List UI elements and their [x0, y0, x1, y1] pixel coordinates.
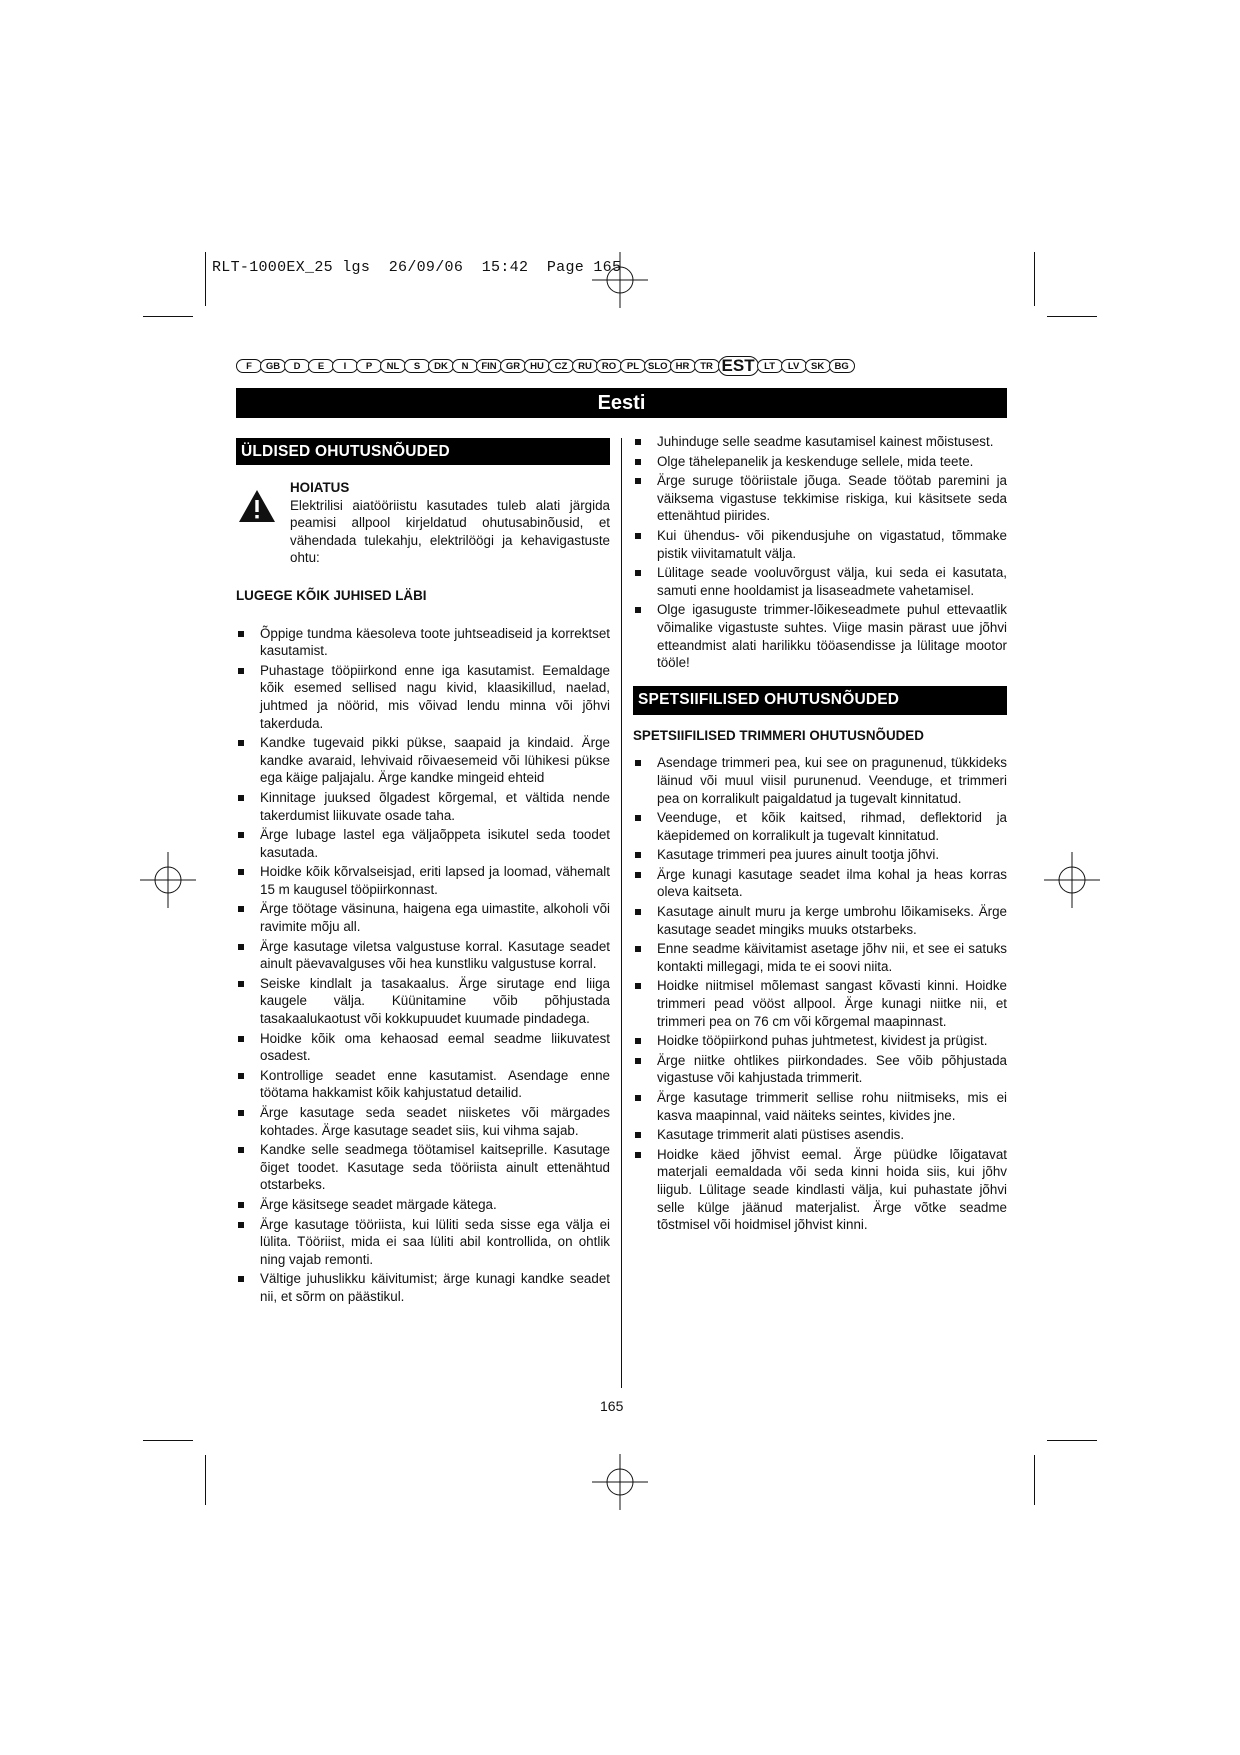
bullet-square-icon — [635, 909, 641, 915]
list-item — [633, 433, 1007, 451]
left-safety-list — [236, 625, 610, 1306]
list-item-text: Ärge käsitsege seadet märgade kätega. — [260, 1196, 497, 1212]
list-item — [236, 734, 610, 787]
subheading-trimmer-safety: SPETSIIFILISED TRIMMERI OHUTUSNÕUDED — [633, 727, 924, 743]
list-item-text: Ärge lubage lastel ega väljaõppeta isikutel seda toodet kasutada. — [260, 827, 610, 860]
list-item — [236, 1030, 610, 1065]
list-item-text: Kasutage trimmeri pea juures ainult tootja jõhvi. — [657, 847, 940, 863]
language-tab-est: EST — [718, 356, 759, 376]
language-tab-ru: RU — [572, 359, 598, 373]
language-tab-n: N — [452, 359, 478, 373]
list-item-text: Seiske kindlalt ja tasakaalus. Ärge sirutage end liiga kaugele välja. Küünitamine võib põhjustada tasakaalukaotust või kokkupuudet kuumade pindadega. — [260, 975, 610, 1027]
list-item — [236, 1270, 610, 1305]
list-item-text: Kontrollige seadet enne kasutamist. Asendage enne töötama hakkamist kõik kahjustatud detailid. — [260, 1067, 610, 1101]
bullet-square-icon — [635, 1038, 641, 1044]
trimmer-safety-list — [633, 754, 1007, 1233]
language-tab-hu: HU — [524, 359, 550, 373]
list-item-text: Asendage trimmeri pea, kui see on pragunenud, tükkideks läinud või muul viisil purunenud. Veenduge, et trimmeri pea on korralikult paigaldatud ja tugevalt kinnitatud. — [657, 755, 1007, 806]
bullet-square-icon — [635, 478, 641, 484]
list-item — [236, 900, 610, 935]
warning-title: HOIATUS — [290, 480, 350, 495]
list-item — [633, 453, 1007, 471]
bullet-square-icon — [238, 1110, 244, 1116]
list-item-text: Õppige tundma käesoleva toote juhtseadiseid ja korrektset kasutamist. — [260, 625, 610, 659]
right-column — [633, 433, 1007, 1236]
list-item-text: Olge igasuguste trimmer-lõikeseadmete puhul ettevaatlik võimalike vigastuste suhtes. Viige masin pärast uue jõhvi etteandmist alati harilikku tööasendisse ja lülitage mootor tööle! — [657, 602, 1007, 671]
subheading-read-all: LUGEGE KÕIK JUHISED LÄBI — [236, 587, 427, 603]
bullet-square-icon — [238, 906, 244, 912]
list-item — [633, 846, 1007, 864]
language-tab-cz: CZ — [548, 359, 574, 373]
bullet-square-icon — [635, 760, 641, 766]
language-tab-f: F — [236, 359, 262, 373]
list-item — [236, 662, 610, 732]
crop-mark-top-left-h — [143, 316, 193, 317]
bullet-square-icon — [238, 1073, 244, 1079]
language-tab-s: S — [404, 359, 430, 373]
list-item-text: Juhinduge selle seadme kasutamisel kainest mõistusest. — [657, 434, 994, 449]
bullet-square-icon — [238, 869, 244, 875]
list-item-text: Ärge suruge tööriistale jõuga. Seade töötab paremini ja väiksema vigastuse tekkimise riskiga, kui käsitsete seda ettenähtud piirides. — [657, 473, 1007, 524]
list-item-text: Hoidke kõik kõrvalseisjad, eriti lapsed ja loomad, vähemalt 15 m kaugusel tööpiirkonnast. — [260, 864, 610, 897]
list-item — [633, 564, 1007, 599]
list-item-text: Kandke selle seadmega töötamisel kaitseprille. Kasutage õiget toodet. Kasutage seda tööriista ainult ettenähtud otstarbeks. — [260, 1142, 610, 1193]
section-heading-specific-safety: SPETSIIFILISED OHUTUSNÕUDED — [633, 686, 1007, 715]
bullet-square-icon — [238, 832, 244, 838]
bullet-square-icon — [635, 1132, 641, 1138]
right-safety-list-top — [633, 433, 1007, 672]
list-item-text: Veenduge, et kõik kaitsed, rihmad, deflektorid ja käepidemed on korralikult ja tugevalt kinnitatud. — [657, 810, 1007, 843]
list-item — [633, 1126, 1007, 1144]
list-item-text: Hoidke käed jõhvist eemal. Ärge püüdke lõigatavat materjali eemaldada või seda kinni hoida siis, kui jõhv liigub. Lülitage seade kindlasti välja, kui puhastate jõhvi selle külge jäänud materjalist. Ärge võtke seadme tõstmisel või hoidmisel jõhvist kinni. — [657, 1146, 1007, 1233]
list-item-text: Ärge kasutage tööriista, kui lüliti seda sisse ega välja ei lülita. Tööriist, mida ei saa lüliti abil kontrollida, on ohtlik ning vajab remonti. — [260, 1216, 610, 1267]
list-item — [633, 1052, 1007, 1087]
list-item-text: Ärge töötage väsinuna, haigena ega uimastite, alkoholi või ravimite mõju all. — [260, 901, 610, 935]
language-tab-e: E — [308, 359, 334, 373]
language-tab-pl: PL — [620, 359, 646, 373]
registration-mark-bottom — [592, 1454, 648, 1510]
list-item — [236, 938, 610, 973]
list-item-text: Hoidke kõik oma kehaosad eemal seadme liikuvatest osadest. — [260, 1030, 610, 1064]
language-tab-tr: TR — [694, 359, 720, 373]
crop-mark-top-left-v — [205, 252, 206, 306]
page-title: Eesti — [236, 388, 1007, 418]
language-tab-sk: SK — [805, 359, 831, 373]
bullet-square-icon — [635, 872, 641, 878]
language-tab-gr: GR — [500, 359, 526, 373]
bullet-square-icon — [635, 570, 641, 576]
crop-mark-bottom-right-h — [1047, 1440, 1097, 1441]
bullet-square-icon — [238, 668, 244, 674]
list-item — [633, 903, 1007, 938]
registration-mark-right — [1044, 852, 1100, 908]
list-item — [633, 472, 1007, 525]
bullet-square-icon — [635, 852, 641, 858]
list-item — [633, 1089, 1007, 1124]
list-item — [633, 601, 1007, 671]
list-item-text: Enne seadme käivitamist asetage jõhv nii, et see ei satuks kontakti millegagi, mida te ei soovi niita. — [657, 941, 1007, 974]
language-tab-nl: NL — [380, 359, 406, 373]
bullet-square-icon — [635, 459, 641, 465]
list-item-text: Lülitage seade vooluvõrgust välja, kui seda ei kasutata, samuti enne hooldamist ja lisaseadmete vahetamisel. — [657, 565, 1007, 598]
list-item-text: Kandke tugevaid pikki pükse, saapaid ja kindaid. Ärge kandke avaraid, lehvivaid rõivaesemeid või lühikesi pükse ega käige paljajalu. Ärge kandke mingeid ehteid — [260, 735, 610, 786]
list-item-text: Vältige juhuslikku käivitumist; ärge kunagi kandke seadet nii, et sõrm on päästikul. — [260, 1271, 610, 1304]
crop-mark-bottom-right-v — [1034, 1455, 1035, 1505]
language-tab-fin: FIN — [476, 359, 502, 373]
bullet-square-icon — [238, 795, 244, 801]
bullet-square-icon — [635, 439, 641, 445]
list-item — [236, 975, 610, 1028]
bullet-square-icon — [238, 944, 244, 950]
language-strip — [236, 356, 1006, 376]
list-item — [633, 527, 1007, 562]
language-tab-ro: RO — [596, 359, 622, 373]
language-tab-bg: BG — [829, 359, 855, 373]
list-item-text: Ärge kasutage viletsa valgustuse korral. Kasutage seadet ainult päevavalguses või hea kunstliku valgustuse korral. — [260, 938, 610, 972]
list-item-text: Kinnitage juuksed õlgadest kõrgemal, et vältida nende takerdumist liikuvate osade taha. — [260, 789, 610, 823]
bullet-square-icon — [238, 1276, 244, 1282]
list-item — [236, 1067, 610, 1102]
bullet-square-icon — [238, 740, 244, 746]
list-item — [633, 754, 1007, 807]
list-item-text: Kasutage trimmerit alati püstises asendis. — [657, 1127, 905, 1143]
left-column — [236, 438, 610, 1308]
list-item-text: Kasutage ainult muru ja kerge umbrohu lõikamiseks. Ärge kasutage seadet mingiks muuks otstarbeks. — [657, 904, 1007, 937]
list-item — [236, 625, 610, 660]
list-item-text: Kui ühendus- või pikendusjuhe on vigastatud, tõmmake pistik viivitamatult välja. — [657, 527, 1007, 561]
language-tab-slo: SLO — [644, 359, 672, 373]
column-divider — [621, 438, 622, 1388]
list-item-text: Ärge kunagi kasutage seadet ilma kohal ja heas korras oleva kaitseta. — [657, 866, 1007, 900]
registration-mark-left — [140, 852, 196, 908]
bullet-square-icon — [238, 631, 244, 637]
list-item — [236, 863, 610, 898]
warning-block — [236, 479, 610, 567]
crop-mark-top-right-v — [1034, 252, 1035, 306]
bullet-square-icon — [635, 607, 641, 613]
list-item — [236, 1196, 610, 1214]
language-tab-p: P — [356, 359, 382, 373]
language-tab-hr: HR — [670, 359, 696, 373]
list-item-text: Ärge kasutage trimmerit sellise rohu niitmiseks, mis ei kasva maapinnal, vaid näiteks seintes, kivides jne. — [657, 1090, 1007, 1123]
warning-triangle-icon — [238, 489, 276, 528]
bullet-square-icon — [238, 1147, 244, 1153]
list-item-text: Olge tähelepanelik ja keskenduge sellele, mida teete. — [657, 453, 974, 469]
page-number: 165 — [600, 1398, 624, 1414]
list-item — [633, 809, 1007, 844]
list-item — [236, 826, 610, 861]
list-item-text: Ärge niitke ohtlikes piirkondades. See võib põhjustada vigastuse või kahjustada trimmerit. — [657, 1052, 1007, 1086]
bullet-square-icon — [635, 1095, 641, 1101]
list-item — [633, 866, 1007, 901]
list-item-text: Hoidke tööpiirkond puhas juhtmetest, kividest ja prügist. — [657, 1033, 988, 1049]
language-tab-i: I — [332, 359, 358, 373]
list-item-text: Puhastage tööpiirkond enne iga kasutamist. Eemaldage kõik esemed sellised nagu kivid, klaasikillud, naelad, juhtmed ja nöörid, mis võivad lendu minna või jõhvi takerduda. — [260, 662, 610, 731]
list-item — [633, 1032, 1007, 1050]
bullet-square-icon — [238, 981, 244, 987]
crop-mark-bottom-left-v — [205, 1455, 206, 1505]
bullet-square-icon — [635, 1058, 641, 1064]
language-tab-d: D — [284, 359, 310, 373]
bullet-square-icon — [635, 946, 641, 952]
bullet-square-icon — [635, 1152, 641, 1158]
list-item — [236, 1104, 610, 1139]
language-tab-gb: GB — [260, 359, 286, 373]
list-item — [633, 977, 1007, 1030]
crop-mark-bottom-left-h — [143, 1440, 193, 1441]
bullet-square-icon — [238, 1202, 244, 1208]
list-item — [236, 789, 610, 824]
bullet-square-icon — [635, 983, 641, 989]
section-heading-general-safety: ÜLDISED OHUTUSNÕUDED — [236, 438, 610, 465]
language-tab-lt: LT — [757, 359, 783, 373]
registration-mark-top — [592, 252, 648, 308]
print-slug: RLT-1000EX_25 lgs 26/09/06 15:42 Page 165 — [212, 259, 622, 276]
crop-mark-top-right-h — [1047, 316, 1097, 317]
bullet-square-icon — [238, 1036, 244, 1042]
list-item — [236, 1216, 610, 1269]
list-item — [633, 940, 1007, 975]
bullet-square-icon — [238, 1222, 244, 1228]
language-tab-dk: DK — [428, 359, 454, 373]
list-item-text: Hoidke niitmisel mõlemast sangast kõvasti kinni. Hoidke trimmeri pead vööst allpool. Ärge kunagi niitke nii, et trimmeri pea on 76 cm või kõrgemal maapinnast. — [657, 978, 1007, 1029]
list-item — [633, 1146, 1007, 1234]
language-tab-lv: LV — [781, 359, 807, 373]
list-item — [236, 1141, 610, 1194]
warning-text: Elektrilisi aiatööriistu kasutades tuleb alati järgida peamisi allpool kirjeldatud ohutusabinõusid, et vähendada tulekahju, elektrilöögi ja kehavigastuste ohtu: — [290, 497, 610, 566]
list-item-text: Ärge kasutage seda seadet niisketes või märgades kohtades. Ärge kasutage seadet siis, kui vihma sajab. — [260, 1105, 610, 1138]
bullet-square-icon — [635, 533, 641, 539]
bullet-square-icon — [635, 815, 641, 821]
